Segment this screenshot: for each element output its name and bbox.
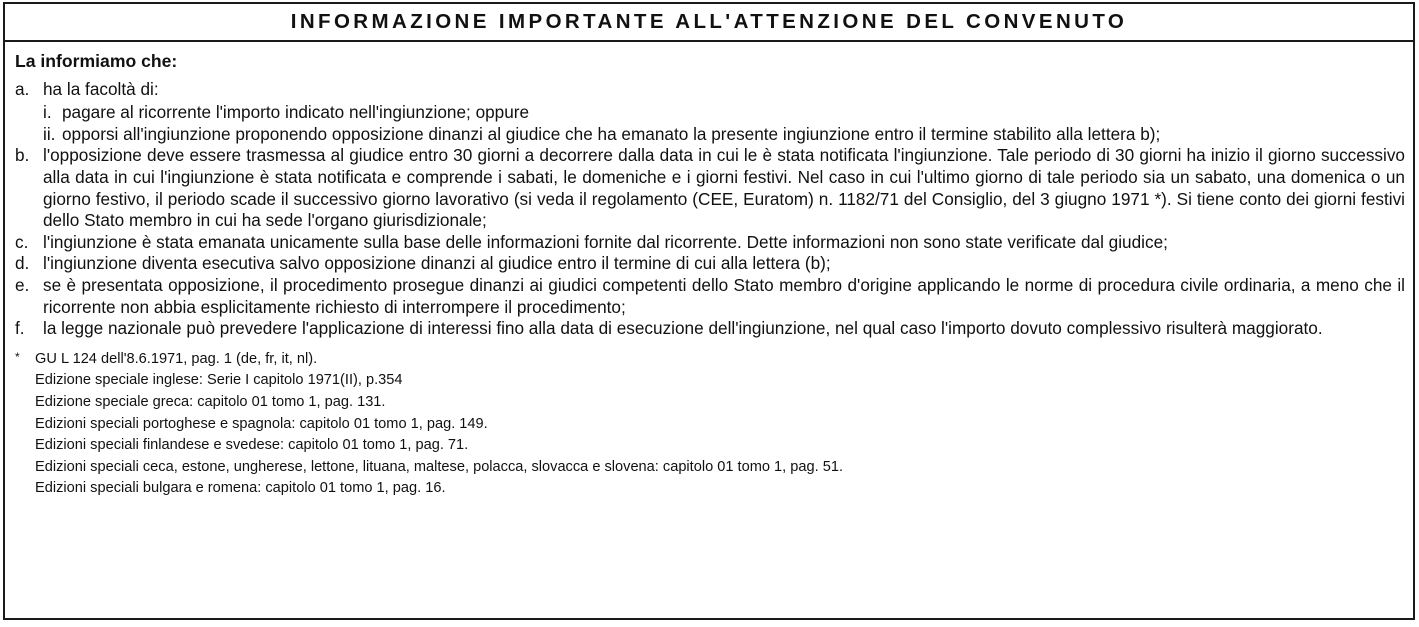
sub-item-text: pagare al ricorrente l'importo indicato nell'ingiunzione; oppure — [62, 102, 530, 123]
footnote-marker: * — [15, 349, 20, 364]
item-body — [43, 79, 1405, 103]
footnote-first-line — [15, 349, 1405, 371]
footnote-line: Edizione speciale greca: capitolo 01 tomo 1, pag. 131. — [35, 393, 386, 410]
notice-box — [3, 2, 1415, 620]
item-marker: b. — [15, 145, 30, 166]
notice-body — [5, 42, 1413, 500]
list-item-f — [15, 318, 1405, 340]
item-text: l'ingiunzione diventa esecutiva salvo opposizione dinanzi al giudice entro il termine di cui alla lettera (b); — [43, 253, 831, 274]
sub-item-marker: i. — [43, 102, 52, 123]
item-marker: d. — [15, 253, 30, 274]
footnote-line: Edizioni speciali ceca, estone, ungherese, lettone, lituana, maltese, polacca, slovacca e slovena: capitolo 01 tomo 1, pag. 51. — [35, 458, 844, 475]
footnote-line: Edizioni speciali portoghese e spagnola: capitolo 01 tomo 1, pag. 149. — [35, 415, 488, 432]
item-text: ha la facoltà di: — [43, 78, 159, 99]
list-item-a — [15, 79, 1405, 103]
item-text: se è presentata opposizione, il procedimento prosegue dinanzi ai giudici competenti dello Stato membro d'origine applicando le norme di procedura civile ordinaria, a meno che il ricorrente non abbia esplicitamente richiesto di interrompere il procedimento; — [43, 274, 1405, 317]
footnote-line: Edizione speciale inglese: Serie I capitolo 1971(II), p.354 — [35, 372, 403, 389]
notice-title: INFORMAZIONE IMPORTANTE ALL'ATTENZIONE DEL CONVENUTO — [5, 4, 1413, 42]
sub-item-ii — [15, 124, 1405, 146]
item-text: la legge nazionale può prevedere l'applicazione di interessi fino alla data di esecuzione dell'ingiunzione, nel qual caso l'importo dovuto complessivo risulterà maggiorato. — [43, 318, 1323, 339]
footnote-line: Edizioni speciali finlandese e svedese: capitolo 01 tomo 1, pag. 71. — [35, 437, 469, 454]
item-text: l'opposizione deve essere trasmessa al giudice entro 30 giorni a decorrere dalla data in cui le è stata notificata l'ingiunzione. Tale periodo di 30 giorni ha inizio il giorno successivo alla data in cui l'ingiunzione è stata notificata e comprende i sabati, le domeniche e i giorni festivi. Nel caso in cui l'ultimo giorno di tale periodo sia un sabato, una domenica o un giorno festivo, il periodo scade il successivo giorno lavorativo (si veda il regolamento (CEE, Euratom) n. 1182/71 del Consiglio, del 3 giugno 1971 *). Si tiene conto dei giorni festivi dello Stato membro in cui ha sede l'organo giurisdizionale; — [43, 145, 1405, 231]
list-item-d — [15, 253, 1405, 275]
item-marker: f. — [15, 318, 25, 339]
sub-item-marker: ii. — [43, 123, 56, 144]
list-item-b — [15, 145, 1405, 231]
list-item-e — [15, 275, 1405, 318]
intro-heading: La informiamo che: — [15, 51, 178, 71]
footnote-line: Edizioni speciali bulgara e romena: capitolo 01 tomo 1, pag. 16. — [35, 480, 446, 497]
list-item-c — [15, 232, 1405, 254]
item-text: l'ingiunzione è stata emanata unicamente sulla base delle informazioni fornite dal ricorrente. Dette informazioni non sono state verificate dal giudice; — [43, 231, 1168, 252]
footnote — [15, 349, 1405, 500]
sub-item-text: opporsi all'ingiunzione proponendo opposizione dinanzi al giudice che ha emanato la presente ingiunzione entro il termine stabilito alla lettera b); — [62, 123, 1161, 144]
sub-item-i — [15, 102, 1405, 124]
item-marker: a. — [15, 78, 30, 99]
footnote-line: GU L 124 dell'8.6.1971, pag. 1 (de, fr, it, nl). — [35, 350, 318, 367]
item-marker: e. — [15, 274, 30, 295]
item-marker: c. — [15, 231, 29, 252]
